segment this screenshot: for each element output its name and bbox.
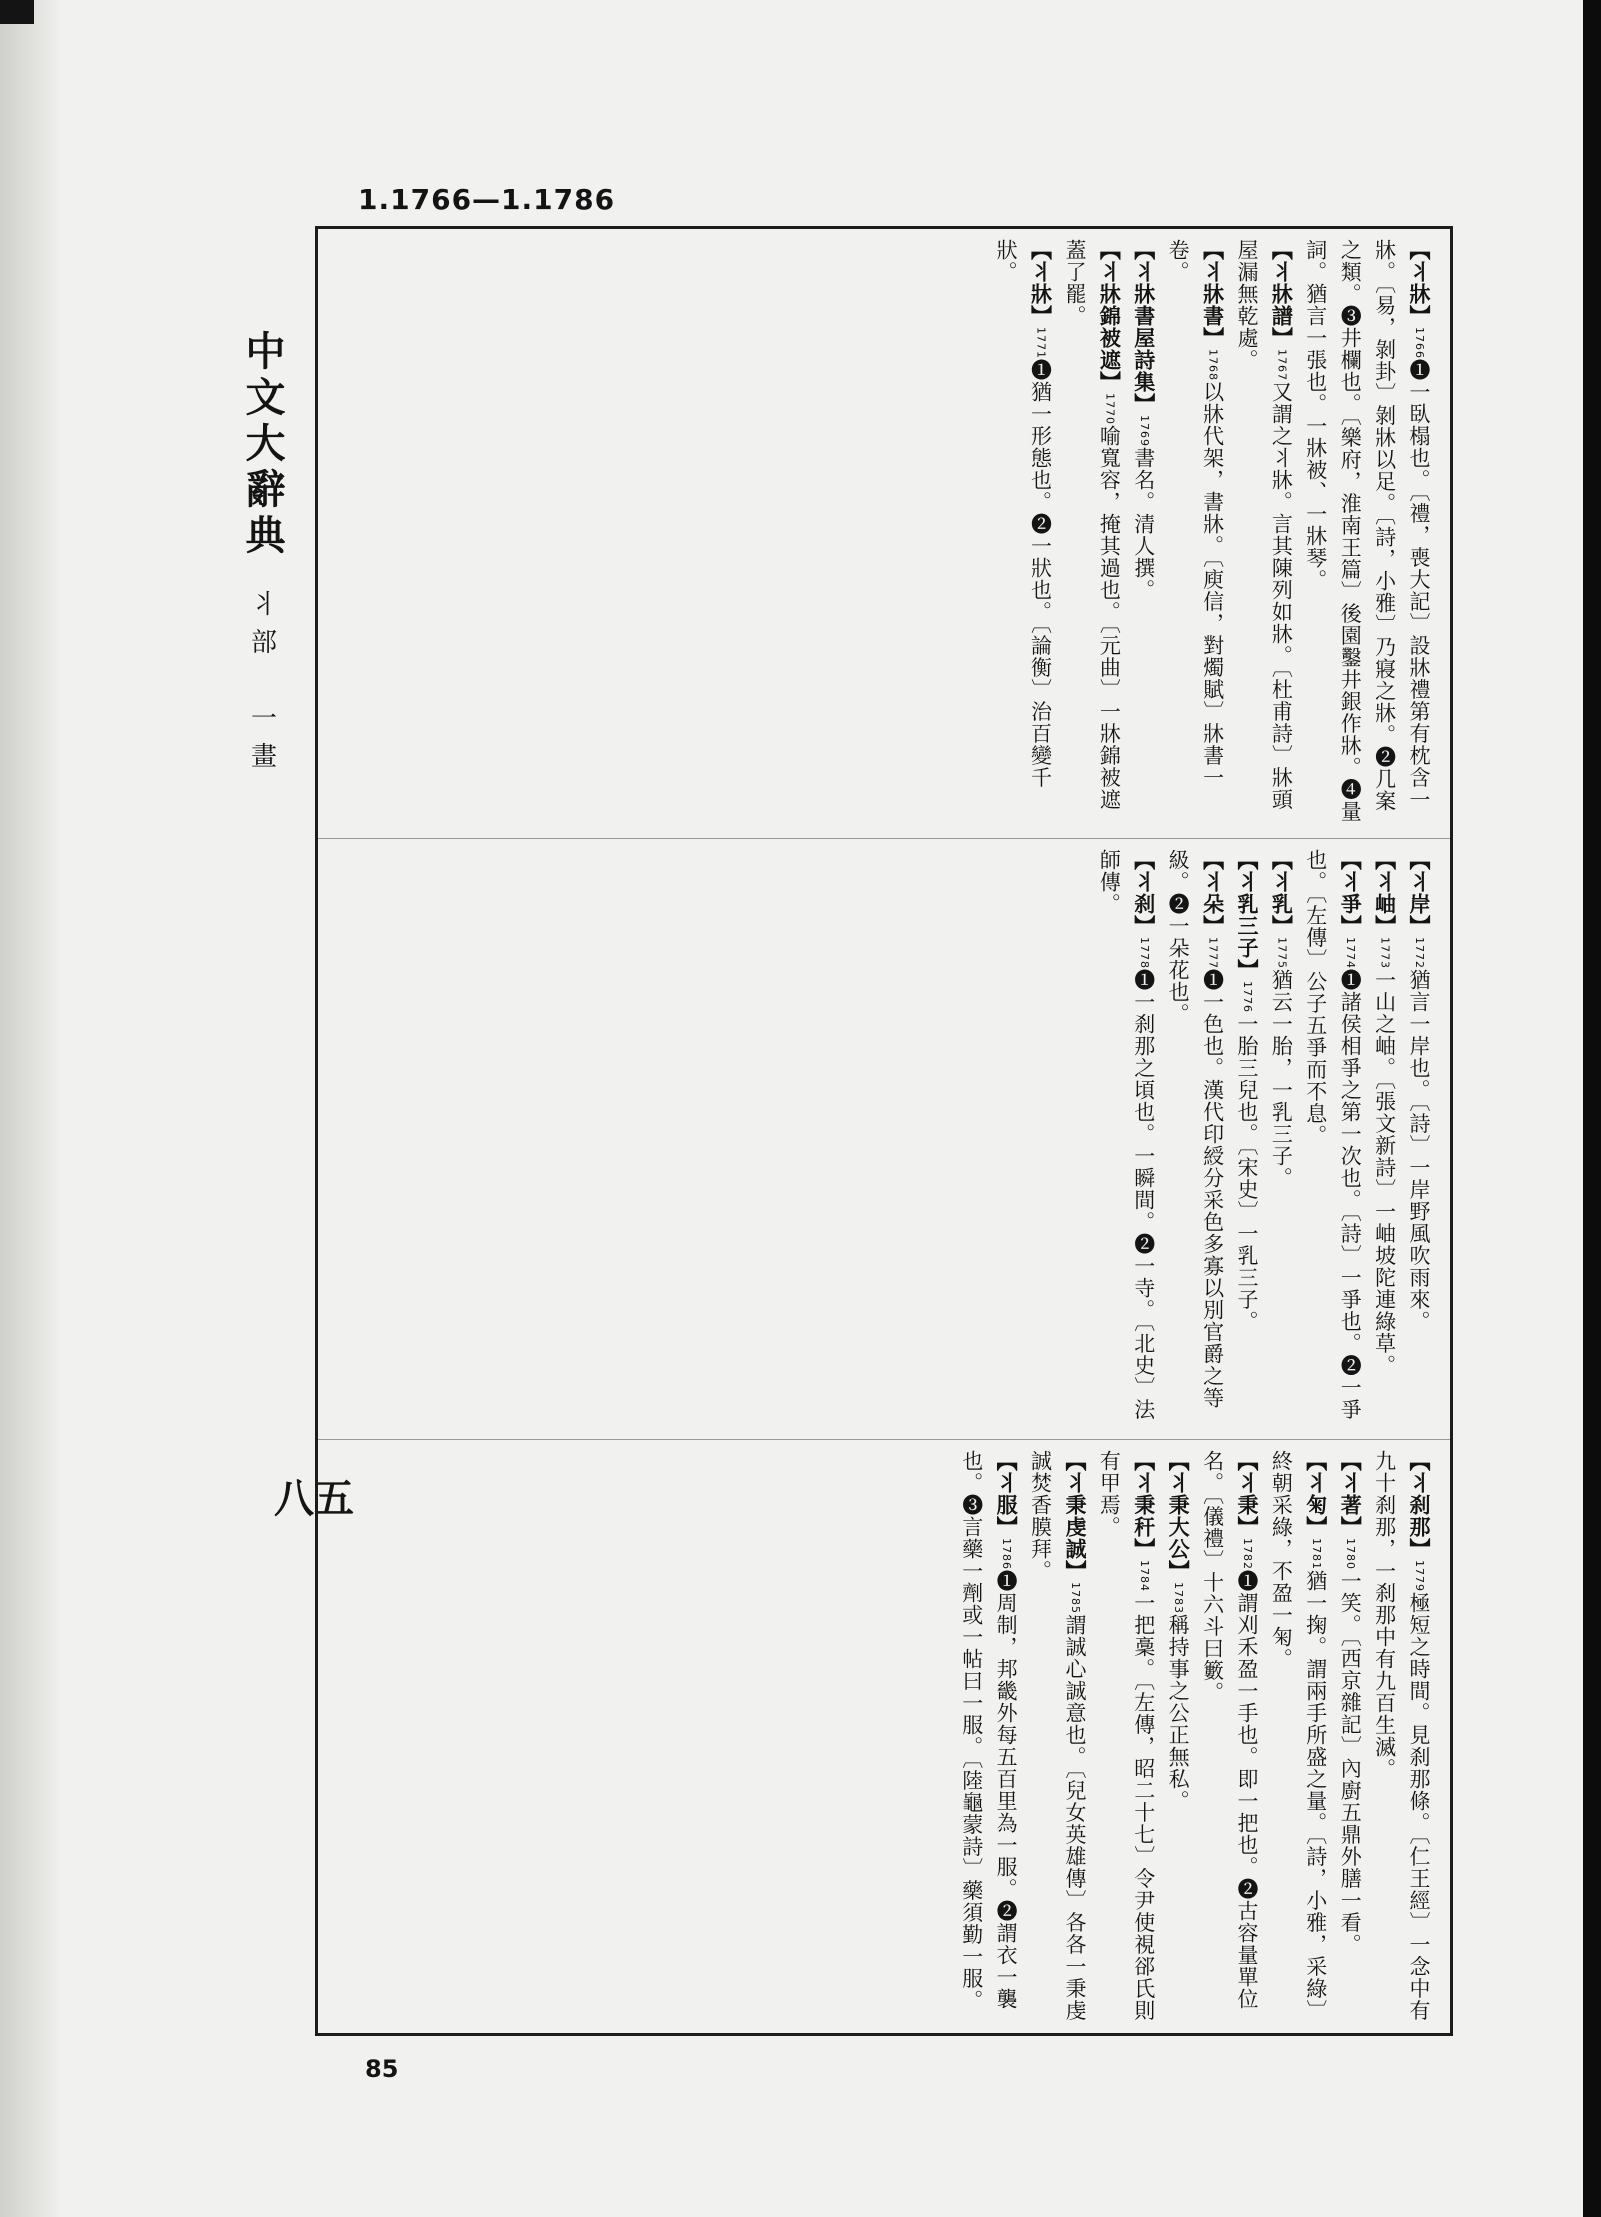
dictionary-entry [989,239,1058,828]
entry-headword: 【丬刹】 [1131,849,1157,937]
entry-number: 1786 [1000,1538,1014,1570]
entry-definition: ❶一刹那之頃也。一瞬間。❷一寺。〔北史〕法師傳。 [1097,849,1156,1421]
entry-headword: 【丬秉虔誠】 [1062,1450,1088,1582]
entry-headword: 【丬服】 [994,1450,1020,1538]
dictionary-entry [1264,849,1298,1430]
entry-headword: 【丬牀書屋詩集】 [1131,239,1157,415]
entry-definition: ❶一臥榻也。〔禮，喪大記〕設牀禮第有枕含一牀。〔易，剝卦〕剝牀以足。〔詩，小雅〕乃寢之牀。❷几案之類。❸井欄也。〔樂府，淮南王篇〕後園鑿井銀作牀。❹量詞。猶言一張也。一牀被、一牀琴。 [1303,239,1431,823]
dictionary-entry [1298,849,1367,1430]
scan-edge [1583,0,1601,2217]
text-frame [315,226,1453,2036]
entry-definition: 又謂之丬牀。言其陳列如牀。〔杜甫詩〕牀頭屋漏無乾處。 [1234,239,1294,811]
entry-definition: 一山之岫。〔張文新詩〕一岫坡陀連綠草。 [1372,969,1397,1377]
entry-number: 1773 [1378,937,1392,969]
entry-range: 1.1766—1.1786 [358,183,616,216]
entry-definition: ❶謂刈禾盈一手也。即一把也。❷古容量單位名。〔儀禮〕十六斗曰籔。 [1200,1450,1259,2010]
entry-headword: 【丬乳三子】 [1234,849,1260,981]
entry-headword: 【丬秉秆】 [1131,1450,1157,1560]
dictionary-entry [1161,1450,1195,2024]
dictionary-entry [1092,1450,1161,2024]
entry-headword: 【丬刹那】 [1407,1450,1432,1560]
entry-headword: 【丬牀】 [1028,239,1054,327]
entry-definition: 以牀代架，書牀。〔庾信，對燭賦〕牀書一卷。 [1166,239,1225,789]
entry-definition: 稱持事之公正無私。 [1166,1614,1191,1812]
dictionary-entry [1402,849,1436,1430]
entry-number: 1784 [1137,1560,1151,1592]
entry-headword: 【丬牀錦被遮】 [1097,239,1123,393]
entry-headword: 【丬匊】 [1303,1450,1329,1538]
band-1 [318,229,1450,838]
entry-number: 1767 [1275,349,1289,381]
dictionary-entry [1298,239,1436,828]
band-2-text [1092,849,1436,1430]
entry-number: 1766 [1413,327,1426,359]
entry-number: 1778 [1137,937,1151,969]
band-3-text [954,1450,1436,2024]
entry-number: 1770 [1103,393,1117,425]
entry-number: 1785 [1068,1582,1082,1614]
entry-number: 1783 [1172,1582,1186,1614]
dictionary-entry [1333,1450,1367,2024]
entry-definition: 謂誠心誠意也。〔兒女英雄傳〕各各一秉虔誠焚香膜拜。 [1028,1450,1087,2022]
entry-headword: 【丬岫】 [1372,849,1398,937]
entry-definition: ❶諸侯相爭之第一次也。〔詩〕一爭也。❷一爭也。〔左傳〕公子五爭而不息。 [1303,849,1363,1421]
band-3 [318,1439,1450,2034]
entry-definition: 書名。清人撰。 [1131,447,1156,601]
scan-corner [0,0,34,24]
entry-definition: 猶云一胎，一乳三子。 [1269,969,1294,1189]
entry-headword: 【丬秉】 [1234,1450,1260,1538]
band-1-text [989,239,1436,828]
dictionary-entry [1264,1450,1333,2024]
entry-number: 1771 [1034,327,1048,359]
entry-definition: ❶一色也。漢代印綬分采色多寡以別官爵之等級。❷一朵花也。 [1166,849,1225,1409]
dictionary-entry [1161,849,1230,1430]
entry-number: 1780 [1344,1538,1358,1570]
dictionary-entry [954,1450,1023,2024]
dictionary-entry [1230,239,1299,828]
dictionary-entry [1092,849,1161,1430]
entry-headword: 【丬岸】 [1407,849,1432,937]
entry-definition: ❶周制，邦畿外每五百里為一服。❷謂衣一襲也。❸言藥一劑或一帖曰一服。〔陸龜蒙詩〕藥須勤一服。 [959,1450,1019,2012]
entry-definition: ❶猶一形態也。❷一狀也。〔論衡〕治百變千狀。 [994,239,1053,789]
entry-number: 1772 [1413,937,1426,969]
entry-headword: 【丬牀譜】 [1269,239,1295,349]
band-2 [318,838,1450,1440]
sidebar [232,330,292,780]
entry-definition: 一胎三兒也。〔宋史〕一乳三子。 [1234,1013,1259,1333]
entry-number: 1776 [1240,981,1254,1013]
entry-definition: 猶言一岸也。〔詩〕一岸野風吹雨來。 [1407,969,1431,1333]
dictionary-entry [1230,849,1264,1430]
entry-headword: 【丬秉大公】 [1166,1450,1192,1582]
entry-number: 1769 [1137,415,1151,447]
entry-number: 1777 [1206,937,1220,969]
dictionary-entry [1058,239,1127,828]
entry-definition: 一笑。〔西京雜記〕內廚五鼎外膳一看。 [1338,1570,1363,1956]
scan-gutter [0,0,60,2217]
entry-definition: 猶一掬。謂兩手所盛之量。〔詩，小雅，采綠〕終朝采綠，不盈一匊。 [1269,1450,1328,2022]
entry-number: 1782 [1240,1538,1254,1570]
entry-headword: 【丬牀書】 [1200,239,1226,349]
entry-number: 1781 [1309,1538,1323,1570]
section-label: 丬部 一畫 [246,590,277,780]
entry-definition: 喻寬容，掩其過也。〔元曲〕一牀錦被遮蓋了罷。 [1062,239,1122,811]
dictionary-entry [1367,849,1401,1430]
dictionary-title: 中文大辭典 [239,330,286,560]
entry-definition: 一把稾。〔左傳，昭二十七〕令尹使視郤氏則有甲焉。 [1097,1450,1156,2022]
page-number-cn: 八五 [274,1475,354,1522]
dictionary-entry [1126,239,1160,828]
entry-definition: 極短之時間。見刹那條。〔仁王經〕一念中有九十刹那，一刹那中有九百生滅。 [1372,1450,1431,2022]
entry-headword: 【丬爭】 [1338,849,1364,937]
entry-number: 1774 [1344,937,1358,969]
entry-number: 1768 [1206,349,1220,381]
entry-number: 1779 [1413,1560,1426,1592]
dictionary-entry [1367,1450,1436,2024]
entry-headword: 【丬乳】 [1269,849,1295,937]
entry-headword: 【丬朵】 [1200,849,1226,937]
dictionary-entry [1195,1450,1264,2024]
dictionary-entry [1023,1450,1092,2024]
entry-headword: 【丬牀】 [1407,239,1432,327]
page-number: 85 [365,2055,399,2083]
entry-headword: 【丬著】 [1338,1450,1364,1538]
dictionary-entry [1161,239,1230,828]
entry-number: 1775 [1275,937,1289,969]
